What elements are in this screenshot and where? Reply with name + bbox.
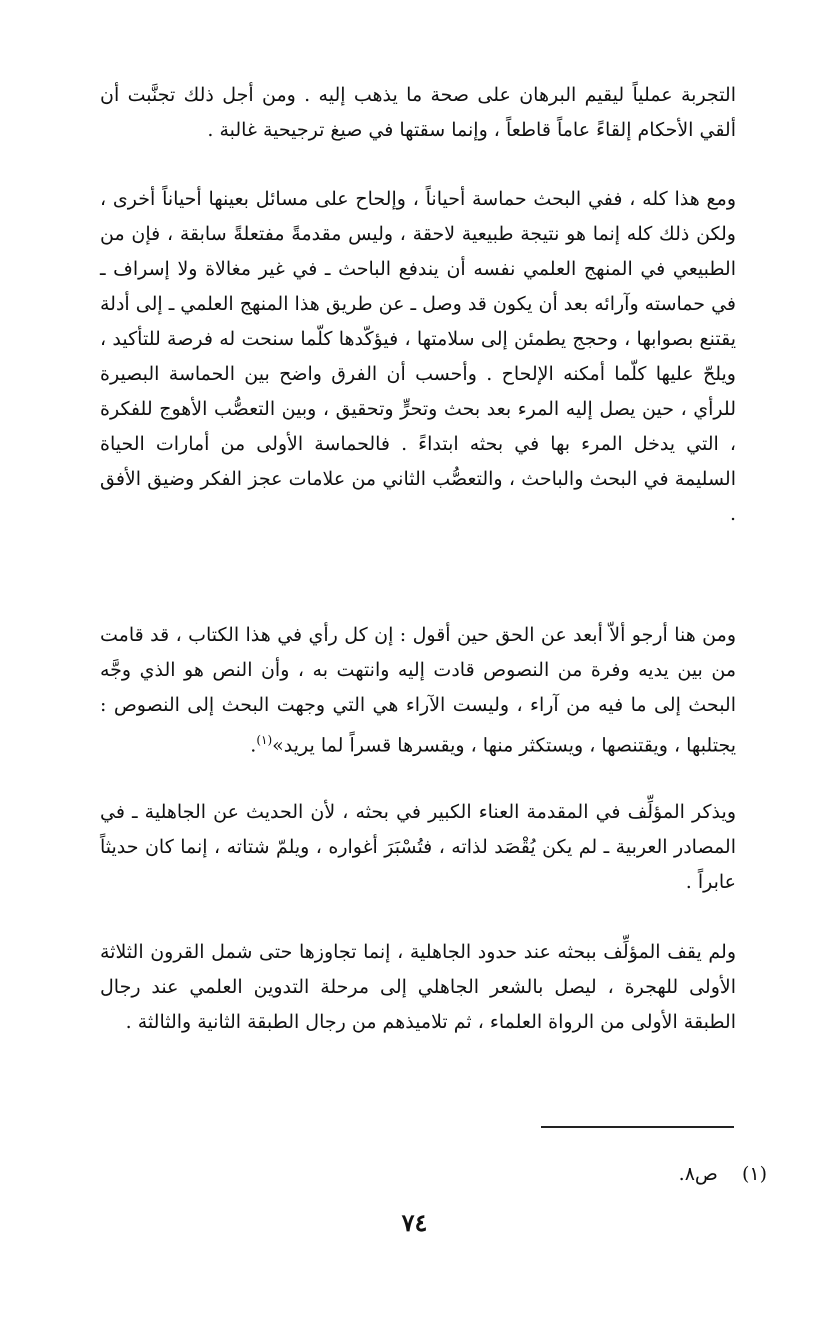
- paragraph-3-body: ومن هنا أرجو ألاّ أبعد عن الحق حين أقول : إن كل رأي في هذا الكتاب ، قد قامت من بين يديه وفرة من النصوص قادت إليه وانتهت به ، وأن النص هو الذي وجَّه البحث إلى ما فيه من آراء ، وليست الآراء هي التي وجهت البحث إلى النصوص : يجتلبها ، ويقتنصها ، ويستكثر منها ، ويقسرها قسراً لما يريد»: [100, 624, 736, 757]
- page-number: ٧٤: [401, 1208, 428, 1237]
- paragraph-4: [100, 795, 736, 900]
- paragraph-1-text: التجربة عملياً ليقيم البرهان على صحة ما يذهب إليه . ومن أجل ذلك تجنَّبت أن ألقي الأحكام إلقاءً عاماً قاطعاً ، وإنما سقتها في صيغ ترجيحية غالبة .: [100, 84, 736, 141]
- paragraph-4-text: ويذكر المؤلِّف في المقدمة العناء الكبير في بحثه ، لأن الحديث عن الجاهلية ـ في المصادر العربية ـ لم يكن يُقْصَد لذاته ، فتُسْبَرَ أغواره ، ويلمّ شتاته ، إنما كان حديثاً عابراً .: [100, 801, 736, 893]
- footnote-marker: (١): [741, 1163, 767, 1185]
- paragraph-1: [100, 78, 736, 148]
- footnote-divider: [541, 1126, 734, 1128]
- footnote-reference: (١): [256, 733, 273, 747]
- paragraph-3-text: [100, 618, 736, 763]
- footnote-text: ص٨.: [678, 1163, 718, 1185]
- footnote: [679, 1158, 767, 1190]
- paragraph-2: [100, 182, 736, 532]
- paragraph-3-end: .: [250, 734, 257, 757]
- paragraph-5: [100, 935, 736, 1040]
- paragraph-2-text: ومع هذا كله ، ففي البحث حماسة أحياناً ، وإلحاح على مسائل بعينها أحياناً أخرى ، ولكن ذلك كله إنما هو نتيجة طبيعية لاحقة ، وليس مقدمةً مفتعلةً سابقة ، فإن من الطبيعي في المنهج العلمي نفسه أن يندفع الباحث ـ في غير مغالاة ولا إسراف ـ في حماسته وآرائه بعد أن يكون قد وصل ـ عن طريق هذا المنهج العلمي ـ إلى أدلة يقتنع بصوابها ، وحجج يطمئن إلى سلامتها ، فيؤكّدها كلّما سنحت له فرصة للتأكيد ، ويلحّ عليها كلّما أمكنه الإلحاح . وأحسب أن الفرق واضح بين الحماسة البصيرة للرأي ، حين يصل إليه المرء بعد بحث وتحرٍّ وتحقيق ، وبين التعصُّب الأهوج للفكرة ، التي يدخل المرء بها في بحثه ابتداءً . فالحماسة الأولى من أمارات الحياة السليمة في البحث والباحث ، والتعصُّب الثاني من علامات عجز الفكر وضيق الأفق .: [100, 188, 736, 525]
- paragraph-3: [100, 618, 736, 763]
- paragraph-5-text: ولم يقف المؤلِّف ببحثه عند حدود الجاهلية ، إنما تجاوزها حتى شمل القرون الثلاثة الأولى للهجرة ، ليصل بالشعر الجاهلي إلى مرحلة التدوين العلمي عند رجال الطبقة الأولى من الرواة العلماء ، ثم تلاميذهم من رجال الطبقة الثانية والثالثة .: [100, 941, 736, 1033]
